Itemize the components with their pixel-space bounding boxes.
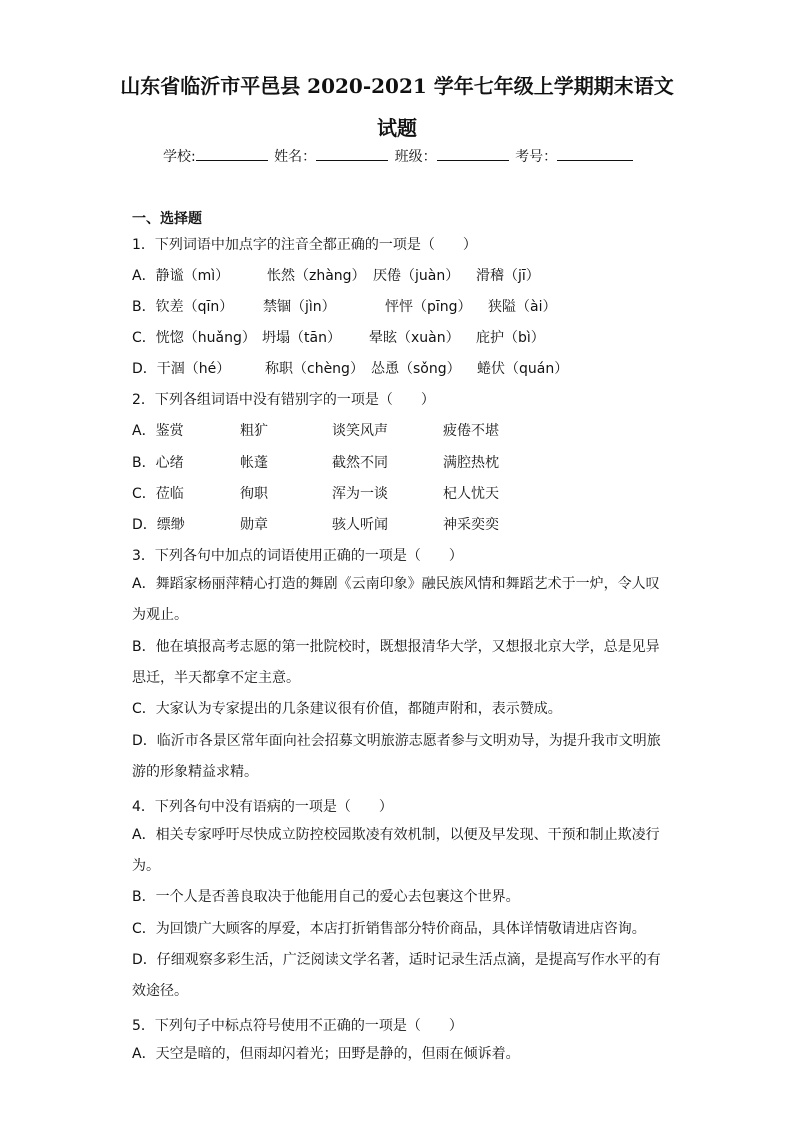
question-4-option-a: A．相关专家呼吁尽快成立防控校园欺凌有效机制，以便及早发现、干预和制止欺凌行为。	[132, 827, 660, 874]
question-4-option-d: D．仔细观察多彩生活，广泛阅读文学名著，适时记录生活点滴，是提高写作水平的有效途径。	[132, 952, 661, 999]
option-item: 蜷伏（quán）	[477, 361, 569, 377]
school-label: 学校:	[163, 149, 196, 165]
option-item: 骇人听闻	[332, 517, 388, 533]
option-item: 杞人忧天	[443, 486, 499, 502]
student-info-line	[163, 146, 635, 166]
option-item: C．莅临	[132, 486, 184, 502]
question-2-stem: 2．下列各组词语中没有错别字的一项是（ ）	[132, 392, 435, 408]
class-blank[interactable]	[437, 146, 509, 161]
name-blank[interactable]	[316, 146, 388, 161]
question-3-option-a: A．舞蹈家杨丽萍精心打造的舞剧《云南印象》融民族风情和舞蹈艺术于一炉，令人叹为观止。	[132, 576, 660, 623]
option-item: 粗犷	[240, 423, 268, 439]
option-item: D．缥缈	[132, 517, 185, 533]
option-item: 帐蓬	[240, 455, 268, 471]
exam-number-label: 考号：	[515, 149, 558, 165]
option-item: 神采奕奕	[443, 517, 499, 533]
option-item: 满腔热枕	[443, 455, 499, 471]
option-item: A．鉴赏	[132, 423, 184, 439]
exam-title-line1: 山东省临沂市平邑县 2020-2021 学年七年级上学期期末语文	[120, 74, 674, 98]
option-item: C．恍惚（huǎng）	[132, 330, 256, 346]
question-3-option-d: D．临沂市各景区常年面向社会招募文明旅游志愿者参与文明劝导，为提升我市文明旅游的形象精益求精。	[132, 733, 661, 780]
option-item: B．心绪	[132, 455, 184, 471]
question-4-option-b: B．一个人是否善良取决于他能用自己的爱心去包裹这个世界。	[132, 889, 520, 905]
option-item: 徇职	[240, 486, 268, 502]
option-item: 怂恿（sǒng）	[371, 361, 461, 377]
option-item: 截然不同	[332, 455, 388, 471]
option-item: 狭隘（ài）	[488, 299, 557, 315]
question-5-stem: 5．下列句子中标点符号使用不正确的一项是（ ）	[132, 1018, 463, 1034]
question-3-option-c: C．大家认为专家提出的几条建议很有价值，都随声附和，表示赞成。	[132, 701, 562, 717]
option-item: B．钦差（qīn）	[132, 299, 234, 315]
option-item: D．干涸（hé）	[132, 361, 231, 377]
question-3-option-b: B．他在填报高考志愿的第一批院校时，既想报清华大学，又想报北京大学，总是见异思迁，半天都拿不定主意。	[132, 639, 660, 686]
option-item: 怦怦（pīng）	[385, 299, 472, 315]
option-item: 疲倦不堪	[443, 423, 499, 439]
option-item: 谈笑风声	[332, 423, 388, 439]
option-item: 滑稽（jī）	[476, 268, 540, 284]
question-4-option-c: C．为回馈广大顾客的厚爱，本店打折销售部分特价商品，具体详情敬请进店咨询。	[132, 921, 646, 937]
option-item: 厌倦（juàn）	[373, 268, 460, 284]
option-item: 晕眩（xuàn）	[369, 330, 460, 346]
option-item: 勋章	[240, 517, 268, 533]
option-item: 坍塌（tān）	[262, 330, 341, 346]
school-blank[interactable]	[196, 146, 268, 161]
question-4-stem: 4．下列各句中没有语病的一项是（ ）	[132, 799, 393, 815]
section-heading: 一、选择题	[132, 211, 202, 227]
name-label: 姓名：	[274, 149, 317, 165]
exam-number-blank[interactable]	[557, 146, 633, 161]
option-item: 怅然（zhàng）	[267, 268, 366, 284]
option-item: A．静谧（mì）	[132, 268, 230, 284]
option-item: 称职（chèng）	[265, 361, 364, 377]
exam-title-line2: 试题	[377, 116, 417, 140]
class-label: 班级：	[394, 149, 437, 165]
question-3-stem: 3．下列各句中加点的词语使用正确的一项是（ ）	[132, 548, 463, 564]
question-1-stem: 1．下列词语中加点字的注音全都正确的一项是（ ）	[132, 237, 477, 253]
option-item: 浑为一谈	[332, 486, 388, 502]
option-item: 庇护（bì）	[476, 330, 545, 346]
option-item: 禁锢（jìn）	[263, 299, 336, 315]
question-5-option-a: A．天空是暗的，但雨却闪着光；田野是静的，但雨在倾诉着。	[132, 1046, 520, 1062]
